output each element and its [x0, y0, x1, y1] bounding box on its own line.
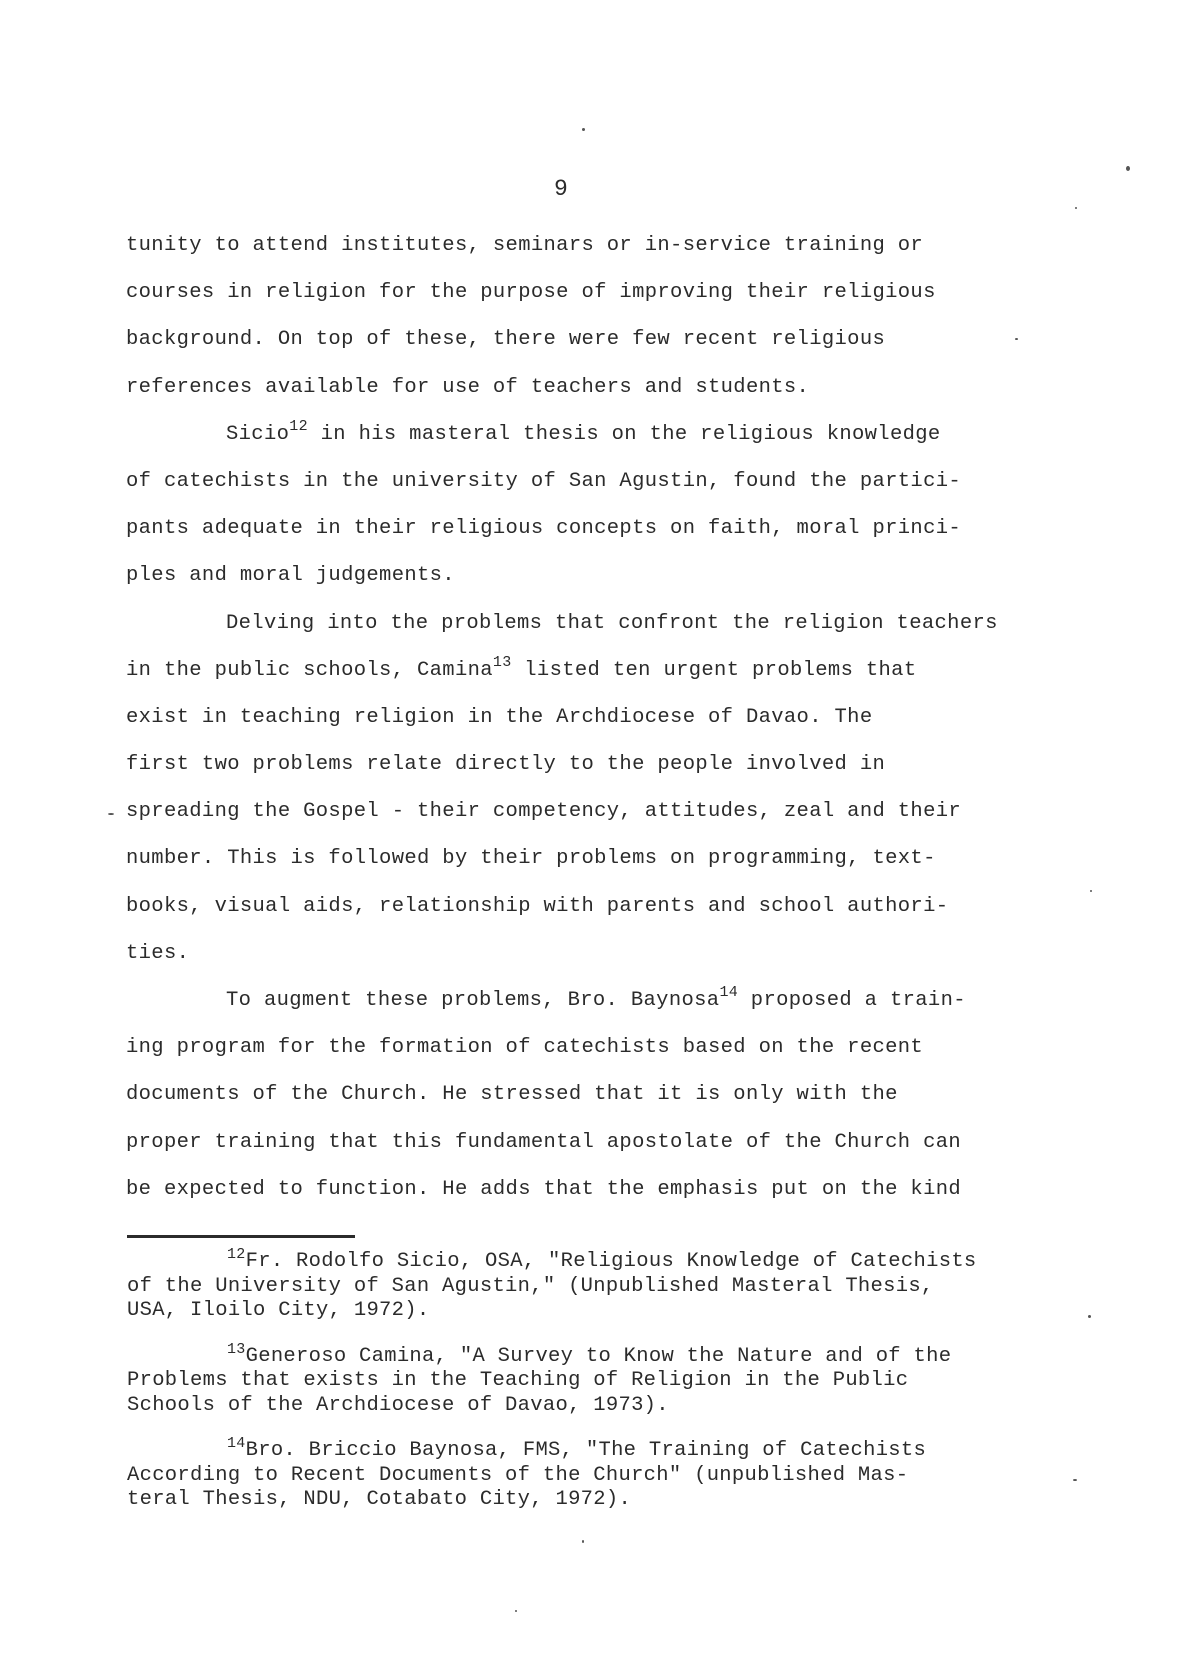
footnote-line: [127, 1340, 1087, 1370]
body-line: number. This is followed by their problems on programming, text-: [126, 847, 936, 871]
body-text-fragment: proposed a train-: [738, 989, 966, 1012]
footnotes: [127, 1246, 1087, 1534]
body-line: ples and moral judgements.: [126, 564, 455, 588]
footnote-line: Schools of the Archdiocese of Davao, 1973).: [127, 1393, 669, 1417]
body-line: [126, 411, 1086, 458]
scan-speck: [1073, 1479, 1077, 1481]
body-text-fragment: Sicio: [226, 422, 290, 446]
footnote-text: Fr. Rodolfo Sicio, OSA, "Religious Knowledge of Catechists: [245, 1250, 977, 1273]
footnote-line: of the University of San Agustin," (Unpublished Masteral Thesis,: [127, 1274, 934, 1298]
footnote-ref-14: 14: [719, 984, 739, 1001]
footnote-number: 14: [227, 1435, 246, 1452]
body-line: courses in religion for the purpose of improving their religious: [126, 281, 936, 305]
body-line: first two problems relate directly to the people involved in: [126, 753, 886, 777]
footnote-line: [127, 1435, 1087, 1464]
footnote-line: USA, Iloilo City, 1972).: [127, 1299, 430, 1322]
body-line: tunity to attend institutes, seminars or in-service training or: [126, 234, 924, 257]
scan-speck: [1088, 1315, 1091, 1318]
footnote-line: According to Recent Documents of the Church" (unpublished Mas-: [127, 1463, 909, 1487]
body-line: ing program for the formation of catechists based on the recent: [126, 1036, 924, 1060]
footnote-line: Problems that exists in the Teaching of Religion in the Public: [127, 1369, 909, 1392]
scan-speck: [1090, 890, 1092, 892]
body-line: proper training that this fundamental apostolate of the Church can: [126, 1130, 962, 1154]
body-line: books, visual aids, relationship with parents and school authori-: [126, 894, 949, 918]
scan-speck: [1015, 338, 1018, 340]
page-number: 9: [554, 176, 569, 202]
footnote-separator: [127, 1235, 355, 1238]
body-line: spreading the Gospel - their competency, attitudes, zeal and their: [126, 800, 962, 824]
body-line: [126, 647, 1086, 694]
body-text-fragment: in his masteral thesis on the religious knowledge: [307, 422, 941, 446]
footnote-number: 12: [227, 1246, 246, 1263]
body-text: [126, 222, 1086, 1213]
footnote-ref-13: 13: [492, 653, 512, 671]
footnote-text: Bro. Briccio Baynosa, FMS, "The Training of Catechists: [245, 1439, 927, 1462]
scan-speck: [1126, 166, 1130, 171]
scan-speck: [1075, 207, 1077, 209]
footnote-13: [127, 1340, 1087, 1419]
body-line: documents of the Church. He stressed that it is only with the: [126, 1083, 898, 1107]
scan-speck: [582, 128, 585, 131]
body-line: be expected to function. He adds that the emphasis put on the kind: [126, 1177, 962, 1201]
body-text-fragment: in the public schools, Camina: [126, 658, 493, 682]
body-line: Delving into the problems that confront the religion teachers: [226, 611, 998, 635]
footnote-14: [127, 1435, 1087, 1513]
body-line: pants adequate in their religious concepts on faith, moral princi-: [126, 517, 962, 541]
body-line: of catechists in the university of San Agustin, found the partici-: [126, 469, 962, 493]
footnote-line: teral Thesis, NDU, Cotabato City, 1972).: [127, 1488, 632, 1511]
body-text-fragment: listed ten urgent problems that: [511, 658, 917, 682]
body-line: ties.: [126, 941, 190, 965]
body-text-fragment: To augment these problems, Bro. Baynosa: [226, 989, 720, 1012]
footnote-number: 13: [227, 1340, 246, 1358]
body-line: [126, 977, 1086, 1024]
scan-speck: [582, 1540, 584, 1543]
footnote-12: [127, 1246, 1087, 1324]
footnote-ref-12: 12: [289, 417, 308, 435]
footnote-text: Generoso Camina, "A Survey to Know the Nature and of the: [245, 1344, 952, 1368]
footnote-line: [127, 1246, 1087, 1275]
scan-speck: [108, 813, 114, 815]
body-line: references available for use of teachers and students.: [126, 375, 810, 399]
scan-speck: [515, 1610, 517, 1612]
body-line: background. On top of these, there were few recent religious: [126, 328, 886, 352]
body-line: exist in teaching religion in the Archdiocese of Davao. The: [126, 705, 873, 729]
